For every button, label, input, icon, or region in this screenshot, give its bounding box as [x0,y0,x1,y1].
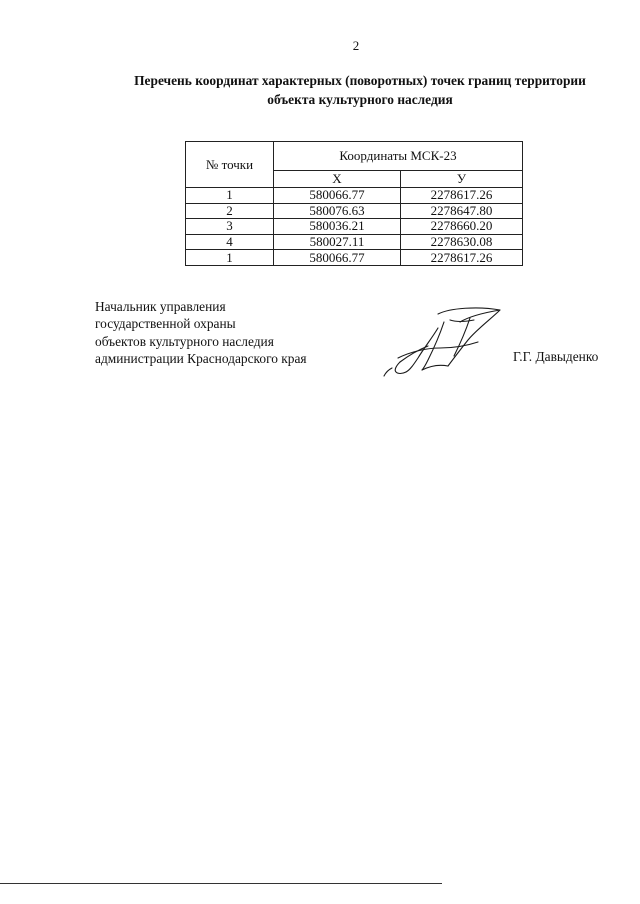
cell-y: 2278617.26 [401,188,523,204]
table-row [186,250,523,266]
cell-x: 580076.63 [274,203,401,219]
cell-y: 2278630.08 [401,234,523,250]
cell-point-number: 3 [186,219,274,235]
document-title [80,71,640,109]
cell-y: 2278647.80 [401,203,523,219]
position-line: государственной охраны [95,316,236,332]
handwritten-signature-icon [380,300,505,380]
header-x: X [274,171,401,188]
cell-point-number: 2 [186,203,274,219]
cell-point-number: 1 [186,250,274,266]
table-row [186,203,523,219]
cell-point-number: 1 [186,188,274,204]
table-row [186,234,523,250]
position-line: администрации Краснодарского края [95,351,307,367]
page-number: 2 [352,38,360,53]
signer-name: Г.Г. Давыденко [513,349,599,364]
table-row [186,219,523,235]
cell-x: 580066.77 [274,250,401,266]
header-coordinates: Координаты МСК-23 [274,142,523,171]
cell-x: 580066.77 [274,188,401,204]
cell-x: 580036.21 [274,219,401,235]
cell-x: 580027.11 [274,234,401,250]
cell-y: 2278660.20 [401,219,523,235]
signer-position [95,298,307,368]
title-line-2: объекта культурного наследия [267,92,453,107]
cell-y: 2278617.26 [401,250,523,266]
header-point-number: № точки [186,142,274,188]
cell-point-number: 4 [186,234,274,250]
table-row [186,188,523,204]
position-line: объектов культурного наследия [95,333,274,349]
title-line-1: Перечень координат характерных (поворотных) точек границ территории [134,73,586,88]
header-y: У [401,171,523,188]
coordinates-table [185,141,523,266]
footer-divider [0,883,442,884]
position-line: Начальник управления [95,299,226,314]
